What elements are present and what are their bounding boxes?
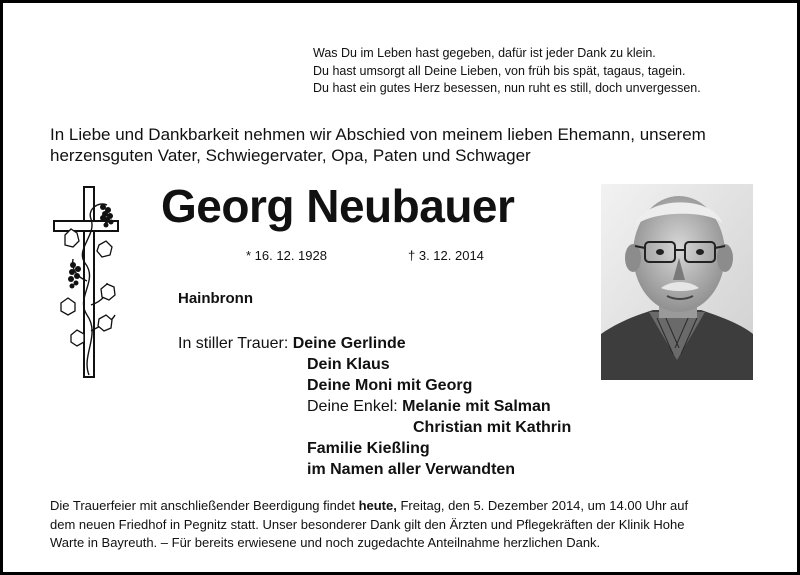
poem-line: Was Du im Leben hast gegeben, dafür ist jeder Dank zu klein. xyxy=(313,46,656,60)
intro-line: In Liebe und Dankbarkeit nehmen wir Abschied von meinem lieben Ehemann, unserem xyxy=(50,125,706,144)
footer-line: dem neuen Friedhof in Pegnitz statt. Unser besonderer Dank gilt den Ärzten und Pflegekräften der Klinik Hohe xyxy=(50,516,685,532)
intro-text xyxy=(50,124,770,166)
footer-text: Die Trauerfeier mit anschließender Beerdigung findet xyxy=(50,498,359,513)
poem-line: Du hast ein gutes Herz besessen, nun ruht es still, doch unvergessen. xyxy=(313,81,701,95)
residence: Hainbronn xyxy=(178,290,253,307)
grandchild-name: Christian mit Kathrin xyxy=(413,419,572,436)
footer-text: Freitag, den 5. Dezember 2014, um 14.00 Uhr auf xyxy=(396,498,689,513)
grandchildren-label: Deine Enkel: xyxy=(307,398,398,415)
poem-line: Du hast umsorgt all Deine Lieben, von früh bis spät, tagaus, tagein. xyxy=(313,63,686,78)
footer-line xyxy=(50,497,760,516)
mourners-label: In stiller Trauer: xyxy=(178,335,289,352)
mourner-name: Deine Moni mit Georg xyxy=(307,377,473,394)
grandchild-name: Melanie mit Salman xyxy=(402,398,551,415)
footer-line: Warte in Bayreuth. – Für bereits erwiesene und noch zugedachte Anteilnahme herzlichen Dank. xyxy=(50,535,601,550)
death-date: † 3. 12. 2014 xyxy=(408,248,484,263)
poem xyxy=(313,45,701,98)
mourner-name: im Namen aller Verwandten xyxy=(307,461,516,478)
deceased-name: Georg Neubauer xyxy=(161,180,515,232)
intro-line: herzensguten Vater, Schwiegervater, Opa, Paten und Schwager xyxy=(50,146,531,165)
cross-with-grapevine-icon xyxy=(51,185,121,380)
mourner-name: Dein Klaus xyxy=(307,356,390,373)
footer-emphasis: heute, xyxy=(358,498,397,513)
portrait-photo xyxy=(601,184,753,380)
mourner-name: Deine Gerlinde xyxy=(292,335,406,352)
funeral-notice xyxy=(50,497,760,553)
birth-date: * 16. 12. 1928 xyxy=(246,248,327,263)
mourner-name: Familie Kießling xyxy=(307,440,430,457)
